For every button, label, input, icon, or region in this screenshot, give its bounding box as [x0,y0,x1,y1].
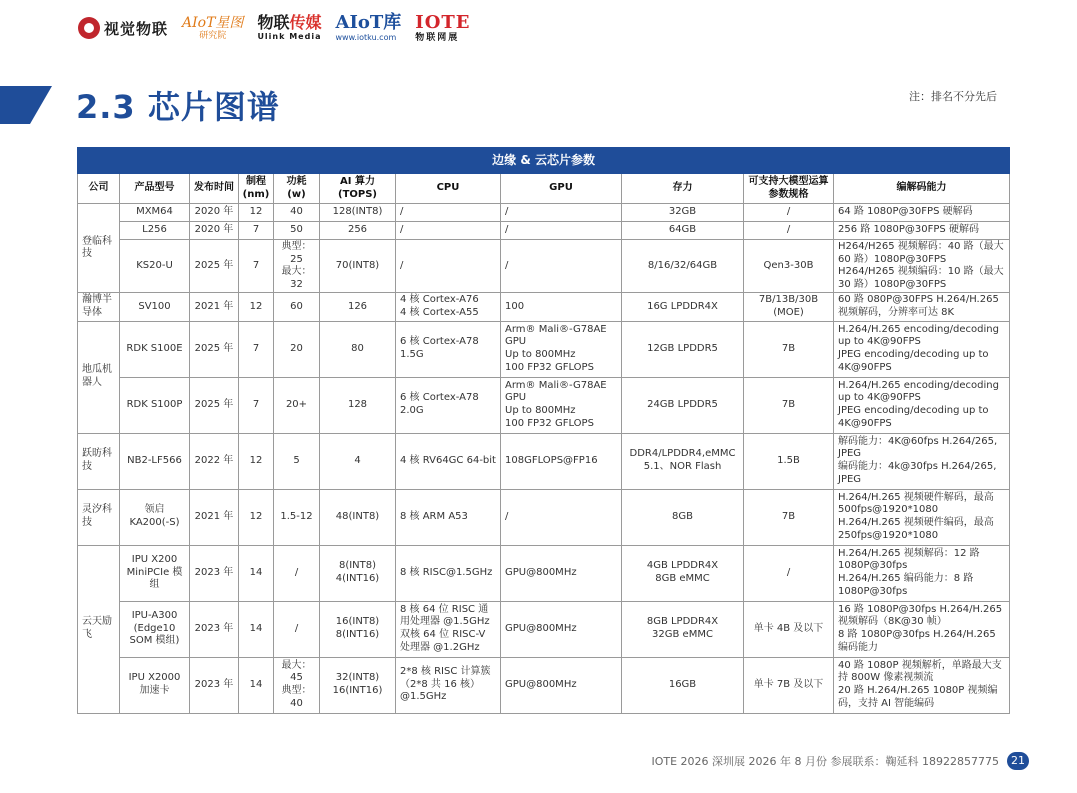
codec-cell: H264/H265 视频解码：40 路（最大 60 路）1080P@30FPS H264/H265 视频编码：10 路（最大 30 路）1080P@30FPS [834,240,1010,293]
date-cell: 2023 年 [190,545,239,601]
power-cell: 典型：25 最大：32 [274,240,320,293]
logo-iote [415,11,471,43]
table-row [78,377,1010,433]
cpu-cell: / [396,222,501,240]
column-header: 可支持大模型运算 参数规格 [744,174,834,204]
llm-cell: 单卡 7B 及以下 [744,657,834,713]
model-cell: SV100 [120,293,190,321]
cpu-cell: / [396,240,501,293]
ai-cell: 128 [320,377,396,433]
codec-cell: H.264/H.265 encoding/decoding up to 4K@90FPS JPEG encoding/decoding up to 4K@90FPS [834,377,1010,433]
process-cell: 12 [239,204,274,222]
ranking-note: 注：排名不分先后 [909,90,997,103]
process-cell: 12 [239,293,274,321]
model-cell: NB2-LF566 [120,433,190,489]
ai-cell: 4 [320,433,396,489]
gpu-cell: GPU@800MHz [501,545,622,601]
column-header: GPU [501,174,622,204]
table-row [78,433,1010,489]
logo-ulink-text-a: 物联 [257,13,290,32]
logo-vision-iot [78,17,168,39]
gpu-cell: 100 [501,293,622,321]
ai-cell: 128(INT8) [320,204,396,222]
cpu-cell: 4 核 RV64GC 64-bit [396,433,501,489]
vision-iot-logo-icon [78,17,100,39]
table-body [78,204,1010,714]
logo-ulink-text-b: 传媒 [289,13,322,32]
codec-cell: 解码能力：4K@60fps H.264/265, JPEG 编码能力：4k@30fps H.264/265, JPEG [834,433,1010,489]
mem-cell: 16GB [622,657,744,713]
column-header: 功耗 (w) [274,174,320,204]
ai-cell: 80 [320,321,396,377]
column-header: 公司 [78,174,120,204]
table-row [78,657,1010,713]
company-cell: 瀚博半导体 [78,293,120,321]
power-cell: 40 [274,204,320,222]
logo-ulink-media [257,15,321,41]
power-cell: 20+ [274,377,320,433]
date-cell: 2025 年 [190,240,239,293]
logo-iote-text: IOTE [415,11,471,33]
gpu-cell: / [501,240,622,293]
logo-aiotku [335,14,401,42]
logo-aiotku-url: www.iotku.com [335,33,397,42]
model-cell: IPU X2000 加速卡 [120,657,190,713]
model-cell: MXM64 [120,204,190,222]
mem-cell: 64GB [622,222,744,240]
table-row [78,601,1010,657]
mem-cell: 32GB [622,204,744,222]
codec-cell: H.264/H.265 视频解码：12 路 1080P@30fps H.264/H.265 编码能力：8 路 1080P@30fps [834,545,1010,601]
mem-cell: 16G LPDDR4X [622,293,744,321]
column-header: 编解码能力 [834,174,1010,204]
gpu-cell: GPU@800MHz [501,601,622,657]
process-cell: 14 [239,545,274,601]
cpu-cell: 8 核 64 位 RISC 通用处理器 @1.5GHz 双核 64 位 RISC-V 处理器 @1.2GHz [396,601,501,657]
model-cell: RDK S100P [120,377,190,433]
mem-cell: 12GB LPDDR5 [622,321,744,377]
mem-cell: 8/16/32/64GB [622,240,744,293]
date-cell: 2020 年 [190,204,239,222]
codec-cell: 256 路 1080P@30FPS 硬解码 [834,222,1010,240]
logo-aiot-text: AIoT星图 [182,14,244,31]
date-cell: 2022 年 [190,433,239,489]
power-cell: 50 [274,222,320,240]
company-cell: 跃昉科技 [78,433,120,489]
power-cell: / [274,601,320,657]
table-caption: 边缘 & 云芯片参数 [78,148,1010,174]
cpu-cell: 6 核 Cortex-A78 2.0G [396,377,501,433]
column-header: 制程 (nm) [239,174,274,204]
codec-cell: H.264/H.265 encoding/decoding up to 4K@90FPS JPEG encoding/decoding up to 4K@90FPS [834,321,1010,377]
column-header: CPU [396,174,501,204]
codec-cell: 40 路 1080P 视频解析，单路最大支持 800W 像素视频流 20 路 H.264/H.265 1080P 视频编码，支持 AI 智能编码 [834,657,1010,713]
title-accent-bar [0,86,30,124]
logo-aiot-research [182,16,243,41]
power-cell: 1.5-12 [274,489,320,545]
date-cell: 2020 年 [190,222,239,240]
power-cell: 5 [274,433,320,489]
llm-cell: 7B/13B/30B (MOE) [744,293,834,321]
date-cell: 2023 年 [190,601,239,657]
ai-cell: 16(INT8) 8(INT16) [320,601,396,657]
table-row [78,240,1010,293]
codec-cell: H.264/H.265 视频硬件解码，最高 500fps@1920*1080 H.264/H.265 视频硬件编码，最高 250fps@1920*1080 [834,489,1010,545]
power-cell: 最大：45 典型：40 [274,657,320,713]
ai-cell: 70(INT8) [320,240,396,293]
process-cell: 14 [239,601,274,657]
cpu-cell: / [396,204,501,222]
llm-cell: / [744,222,834,240]
company-cell: 地瓜机器人 [78,321,120,433]
footer-contact: IOTE 2026 深圳展 2026 年 8 月份 参展联系：鞠延科 18922857775 [651,755,999,768]
logo-vision-iot-text: 视觉物联 [104,19,169,38]
ai-cell: 8(INT8) 4(INT16) [320,545,396,601]
table-row [78,204,1010,222]
footer [651,752,1029,770]
date-cell: 2021 年 [190,489,239,545]
mem-cell: 24GB LPDDR5 [622,377,744,433]
table-row [78,545,1010,601]
mem-cell: 8GB [622,489,744,545]
llm-cell: 1.5B [744,433,834,489]
ai-cell: 32(INT8) 16(INT16) [320,657,396,713]
power-cell: / [274,545,320,601]
llm-cell: / [744,204,834,222]
chip-spec-table [77,147,1010,714]
mem-cell: 8GB LPDDR4X 32GB eMMC [622,601,744,657]
gpu-cell: / [501,204,622,222]
power-cell: 60 [274,293,320,321]
process-cell: 7 [239,377,274,433]
model-cell: L256 [120,222,190,240]
page-title: 2.3 芯片图谱 [76,88,280,126]
process-cell: 14 [239,657,274,713]
llm-cell: / [744,545,834,601]
gpu-cell: Arm® Mali®-G78AE GPU Up to 800MHz 100 FP32 GFLOPS [501,321,622,377]
logo-iote-sub: 物联网展 [415,32,460,43]
mem-cell: 4GB LPDDR4X 8GB eMMC [622,545,744,601]
model-cell: RDK S100E [120,321,190,377]
ai-cell: 48(INT8) [320,489,396,545]
table-row [78,222,1010,240]
model-cell: IPU X200 MiniPCIe 模组 [120,545,190,601]
cpu-cell: 8 核 ARM A53 [396,489,501,545]
model-cell: KS20-U [120,240,190,293]
column-header: 产品型号 [120,174,190,204]
codec-cell: 16 路 1080P@30fps H.264/H.265 视频解码（8K@30 帧） 8 路 1080P@30fps H.264/H.265 编码能力 [834,601,1010,657]
process-cell: 7 [239,321,274,377]
column-header: 发布时间 [190,174,239,204]
process-cell: 12 [239,489,274,545]
table-row [78,321,1010,377]
date-cell: 2023 年 [190,657,239,713]
cpu-cell: 6 核 Cortex-A78 1.5G [396,321,501,377]
date-cell: 2025 年 [190,377,239,433]
llm-cell: 7B [744,489,834,545]
model-cell: IPU-A300 (Edge10 SOM 模组) [120,601,190,657]
llm-cell: 7B [744,377,834,433]
date-cell: 2025 年 [190,321,239,377]
model-cell: 领启 KA200(-S) [120,489,190,545]
cpu-cell: 8 核 RISC@1.5GHz [396,545,501,601]
llm-cell: 单卡 4B 及以下 [744,601,834,657]
table-row [78,293,1010,321]
ai-cell: 256 [320,222,396,240]
company-cell: 灵汐科技 [78,489,120,545]
page-number: 21 [1007,752,1029,770]
mem-cell: DDR4/LPDDR4,eMMC 5.1、NOR Flash [622,433,744,489]
cpu-cell: 4 核 Cortex-A76 4 核 Cortex-A55 [396,293,501,321]
logo-ulink-sub: Ulink Media [257,32,322,41]
process-cell: 7 [239,222,274,240]
table-header-row [78,174,1010,204]
llm-cell: Qen3-30B [744,240,834,293]
table-row [78,489,1010,545]
logo-aiot-sub: 研究院 [199,30,227,41]
gpu-cell: Arm® Mali®-G78AE GPU Up to 800MHz 100 FP32 GFLOPS [501,377,622,433]
date-cell: 2021 年 [190,293,239,321]
codec-cell: 60 路 080P@30FPS H.264/H.265 视频解码，分辨率可达 8K [834,293,1010,321]
header-logos [78,8,471,48]
codec-cell: 64 路 1080P@30FPS 硬解码 [834,204,1010,222]
gpu-cell: GPU@800MHz [501,657,622,713]
ai-cell: 126 [320,293,396,321]
company-cell: 登临科技 [78,204,120,293]
process-cell: 7 [239,240,274,293]
gpu-cell: / [501,222,622,240]
llm-cell: 7B [744,321,834,377]
gpu-cell: 108GFLOPS@FP16 [501,433,622,489]
cpu-cell: 2*8 核 RISC 计算簇（2*8 共 16 核） @1.5GHz [396,657,501,713]
column-header: 存力 [622,174,744,204]
chip-spec-table-wrap [77,147,1009,714]
column-header: AI 算力 (TOPS) [320,174,396,204]
gpu-cell: / [501,489,622,545]
title-accent-bar-slant [30,86,52,124]
process-cell: 12 [239,433,274,489]
company-cell: 云天励飞 [78,545,120,713]
logo-aiotku-text: AIoT库 [335,12,402,33]
power-cell: 20 [274,321,320,377]
